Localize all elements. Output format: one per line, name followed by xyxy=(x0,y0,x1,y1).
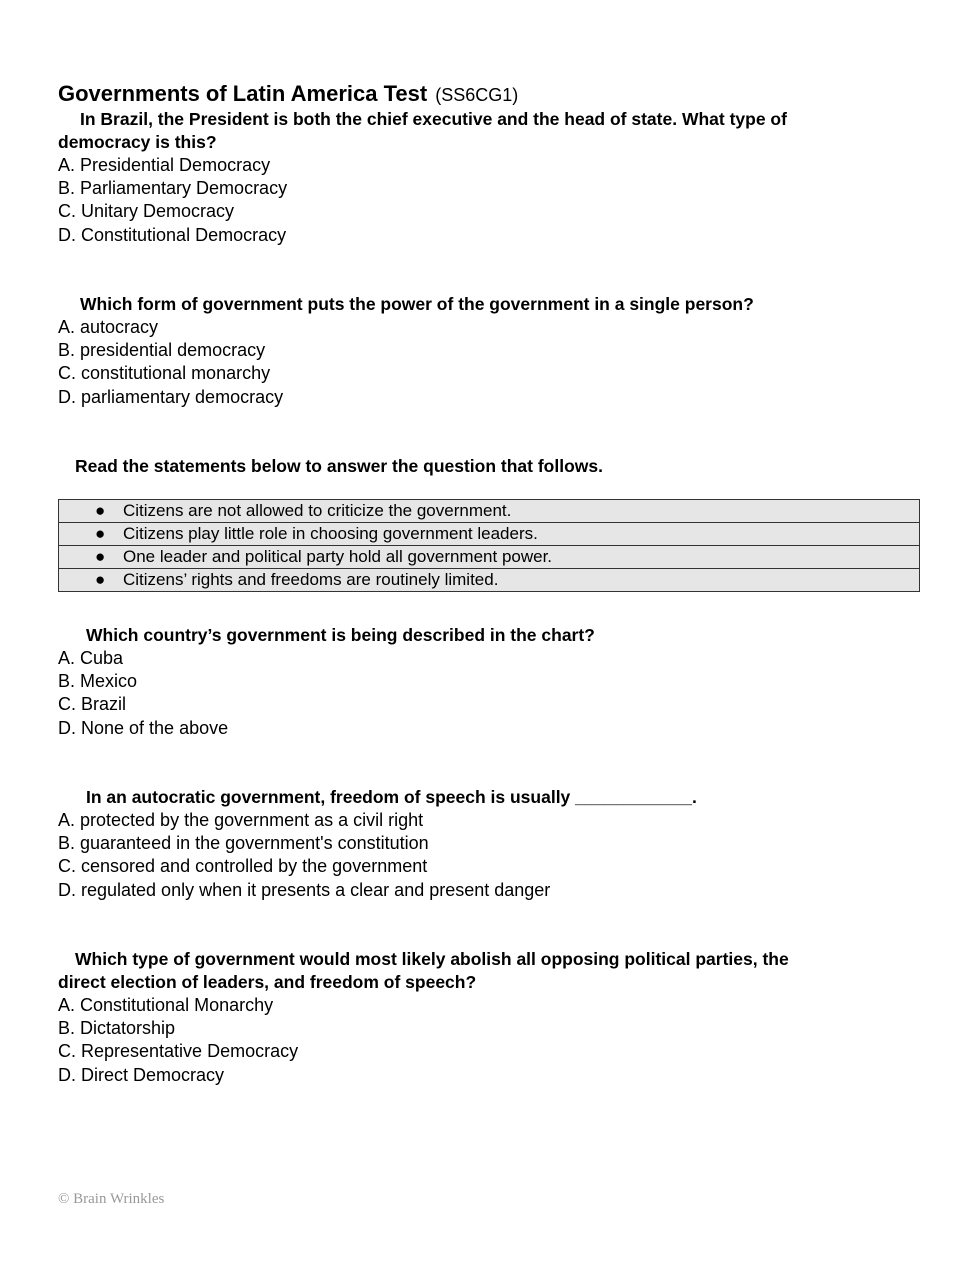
question-4: In an autocratic government, freedom of speech is usually ____________. xyxy=(86,787,697,807)
standard-code: (SS6CG1) xyxy=(435,85,519,105)
question-5 xyxy=(58,948,789,994)
copyright-footer: © Brain Wrinkles xyxy=(58,1191,165,1207)
bullet-icon: ● xyxy=(95,570,106,589)
bullet-icon: ● xyxy=(95,524,106,543)
option-d[interactable]: D. parliamentary democracy xyxy=(58,386,284,407)
option-d[interactable]: D. Direct Democracy xyxy=(58,1064,225,1085)
option-a[interactable]: A. autocracy xyxy=(58,317,159,337)
reading-intro: Read the statements below to answer the question that follows. xyxy=(75,456,603,476)
question-text: Which type of government would most likely abolish all opposing political parties, the xyxy=(75,949,789,969)
option-d[interactable]: D. Constitutional Democracy xyxy=(58,224,287,245)
option-a[interactable]: A. Presidential Democracy xyxy=(58,155,271,175)
option-d[interactable]: D. None of the above xyxy=(58,717,229,738)
option-b[interactable]: B. presidential democracy xyxy=(58,340,266,361)
question-1 xyxy=(58,108,787,154)
statement-row xyxy=(59,546,920,569)
page-title xyxy=(58,81,518,107)
option-b[interactable]: B. Parliamentary Democracy xyxy=(58,178,288,199)
question-3: Which country’s government is being described in the chart? xyxy=(86,625,595,645)
statement-row xyxy=(59,569,920,592)
options-2 xyxy=(58,316,283,409)
option-c[interactable]: C. Unitary Democracy xyxy=(58,201,235,222)
statement-text: Citizens play little role in choosing government leaders. xyxy=(123,524,538,543)
statement-text: Citizens’ rights and freedoms are routinely limited. xyxy=(123,570,499,589)
title-text: Governments of Latin America Test xyxy=(58,81,428,106)
option-b[interactable]: B. Dictatorship xyxy=(58,1018,176,1039)
statement-row xyxy=(59,523,920,546)
option-d[interactable]: D. regulated only when it presents a clear and present danger xyxy=(58,879,551,900)
options-5 xyxy=(58,994,298,1087)
option-a[interactable]: A. Constitutional Monarchy xyxy=(58,995,274,1015)
option-a[interactable]: A. protected by the government as a civil right xyxy=(58,810,424,830)
options-3 xyxy=(58,647,228,740)
statements-chart xyxy=(58,499,920,592)
statement-text: Citizens are not allowed to criticize the government. xyxy=(123,501,512,520)
option-c[interactable]: C. Representative Democracy xyxy=(58,1041,299,1062)
option-c[interactable]: C. Brazil xyxy=(58,694,127,715)
bullet-icon: ● xyxy=(95,547,106,566)
bullet-icon: ● xyxy=(95,501,106,520)
option-b[interactable]: B. guaranteed in the government's constitution xyxy=(58,833,429,854)
question-text: democracy is this? xyxy=(58,132,217,152)
question-2: Which form of government puts the power of the government in a single person? xyxy=(80,294,754,314)
statement-text: One leader and political party hold all government power. xyxy=(123,547,553,566)
option-c[interactable]: C. constitutional monarchy xyxy=(58,363,271,384)
question-text: direct election of leaders, and freedom of speech? xyxy=(58,972,477,992)
question-text: In Brazil, the President is both the chief executive and the head of state. What type of xyxy=(80,109,787,129)
statement-row xyxy=(59,500,920,523)
options-4 xyxy=(58,809,550,902)
option-c[interactable]: C. censored and controlled by the government xyxy=(58,856,428,877)
option-b[interactable]: B. Mexico xyxy=(58,671,138,692)
options-1 xyxy=(58,154,287,247)
option-a[interactable]: A. Cuba xyxy=(58,648,124,668)
